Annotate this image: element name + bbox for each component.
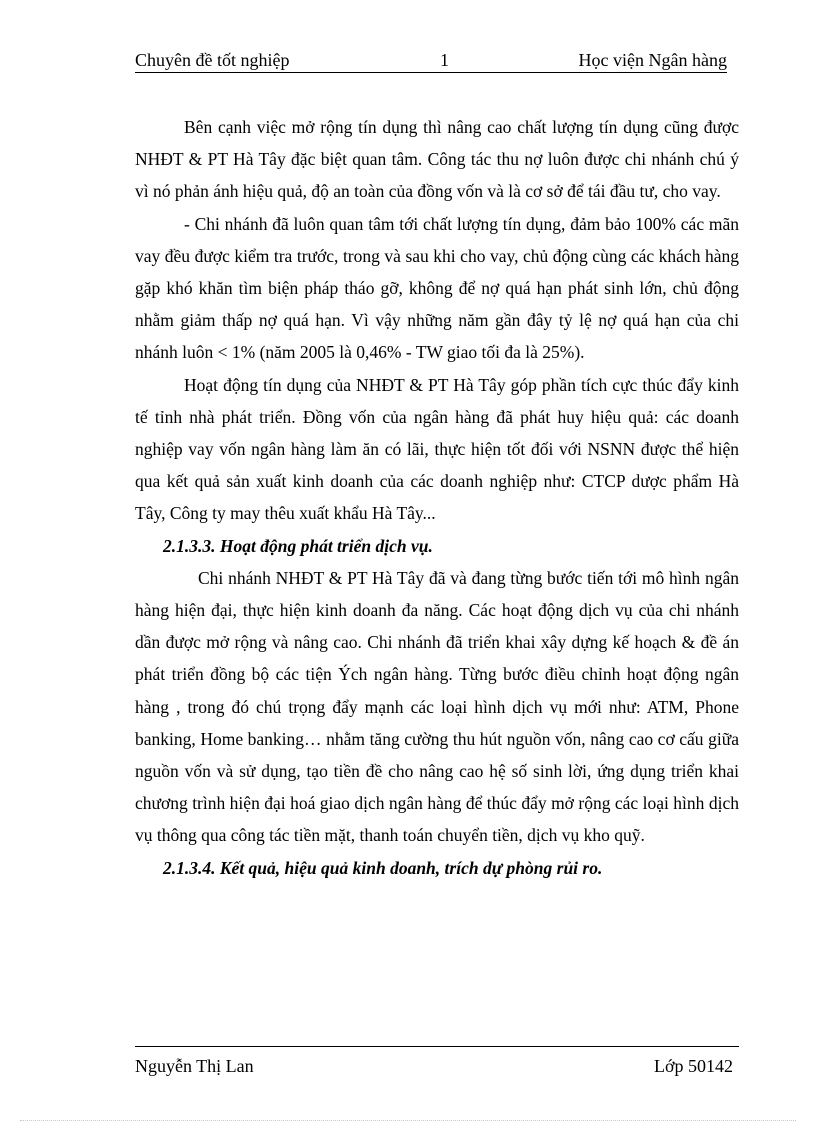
header-institution: Học viện Ngân hàng	[578, 50, 727, 70]
document-body	[135, 111, 739, 884]
paragraph-overdue-debt: - Chi nhánh đã luôn quan tâm tới chất lượng tín dụng, đảm bảo 100% các mãn vay đều được kiểm tra trước, trong và sau khi cho vay, chủ động cùng các khách hàng gặp khó khăn tìm biện pháp tháo gỡ, không để nợ quá hạn phát sinh lớn, chủ động nhằm giảm thấp nợ quá hạn. Vì vậy những năm gần đây tỷ lệ nợ quá hạn của chi nhánh luôn < 1% (năm 2005 là 0,46% - TW giao tối đa là 25%).	[135, 213, 739, 363]
page-header	[135, 50, 727, 73]
section-heading-results: 2.1.3.4. Kết quả, hiệu quả kinh doanh, trích dự phòng rủi ro.	[163, 857, 603, 878]
paragraph-credit-activity: Hoạt động tín dụng của NHĐT & PT Hà Tây góp phần tích cực thúc đẩy kinh tế tỉnh nhà phát triển. Đồng vốn của ngân hàng đã phát huy hiệu quả: các doanh nghiệp vay vốn ngân hàng làm ăn có lãi, thực hiện tốt đối với NSNN được thể hiện qua kết quả sản xuất kinh doanh của các doanh nghiệp như: CTCP dược phẩm Hà Tây, Công ty may thêu xuất khẩu Hà Tây...	[135, 374, 739, 524]
paragraph-services: Chi nhánh NHĐT & PT Hà Tây đã và đang từng bước tiến tới mô hình ngân hàng hiện đại, thực hiện kinh doanh đa năng. Các hoạt động dịch vụ của chi nhánh dần được mở rộng và nâng cao. Chi nhánh đã triển khai xây dựng kế hoạch & đề án phát triển đồng bộ các tiện Ých ngân hàng. Từng bước điều chỉnh hoạt động ngân hàng , trong đó chú trọng đẩy mạnh các loại hình dịch vụ mới như: ATM, Phone banking, Home banking… nhằm tăng cường thu hút nguồn vốn, nâng cao cơ cấu giữa nguồn vốn và sử dụng, tạo tiền đề cho nâng cao hệ số sinh lời, ứng dụng triển khai chương trình hiện đại hoá giao dịch ngân hàng để thúc đẩy mở rộng các loại hình dịch vụ thông qua công tác tiền mặt, thanh toán chuyển tiền, dịch vụ kho quỹ.	[135, 567, 739, 846]
page-edge-divider	[20, 1120, 796, 1121]
paragraph-credit-quality: Bên cạnh việc mở rộng tín dụng thì nâng cao chất lượng tín dụng cũng được NHĐT & PT Hà Tây đặc biệt quan tâm. Công tác thu nợ luôn được chi nhánh chú ý vì nó phản ánh hiệu quả, độ an toàn của đồng vốn và là cơ sở để tái đầu tư, cho vay.	[135, 117, 739, 202]
footer-author: Nguyễn Thị Lan	[135, 1056, 254, 1076]
section-heading-services: 2.1.3.3. Hoạt động phát triển dịch vụ.	[163, 535, 433, 556]
header-document-type: Chuyên đề tốt nghiệp	[135, 50, 290, 70]
page-footer	[135, 1046, 739, 1078]
page-number: 1	[440, 50, 449, 70]
footer-class: Lớp 50142	[653, 1056, 733, 1076]
